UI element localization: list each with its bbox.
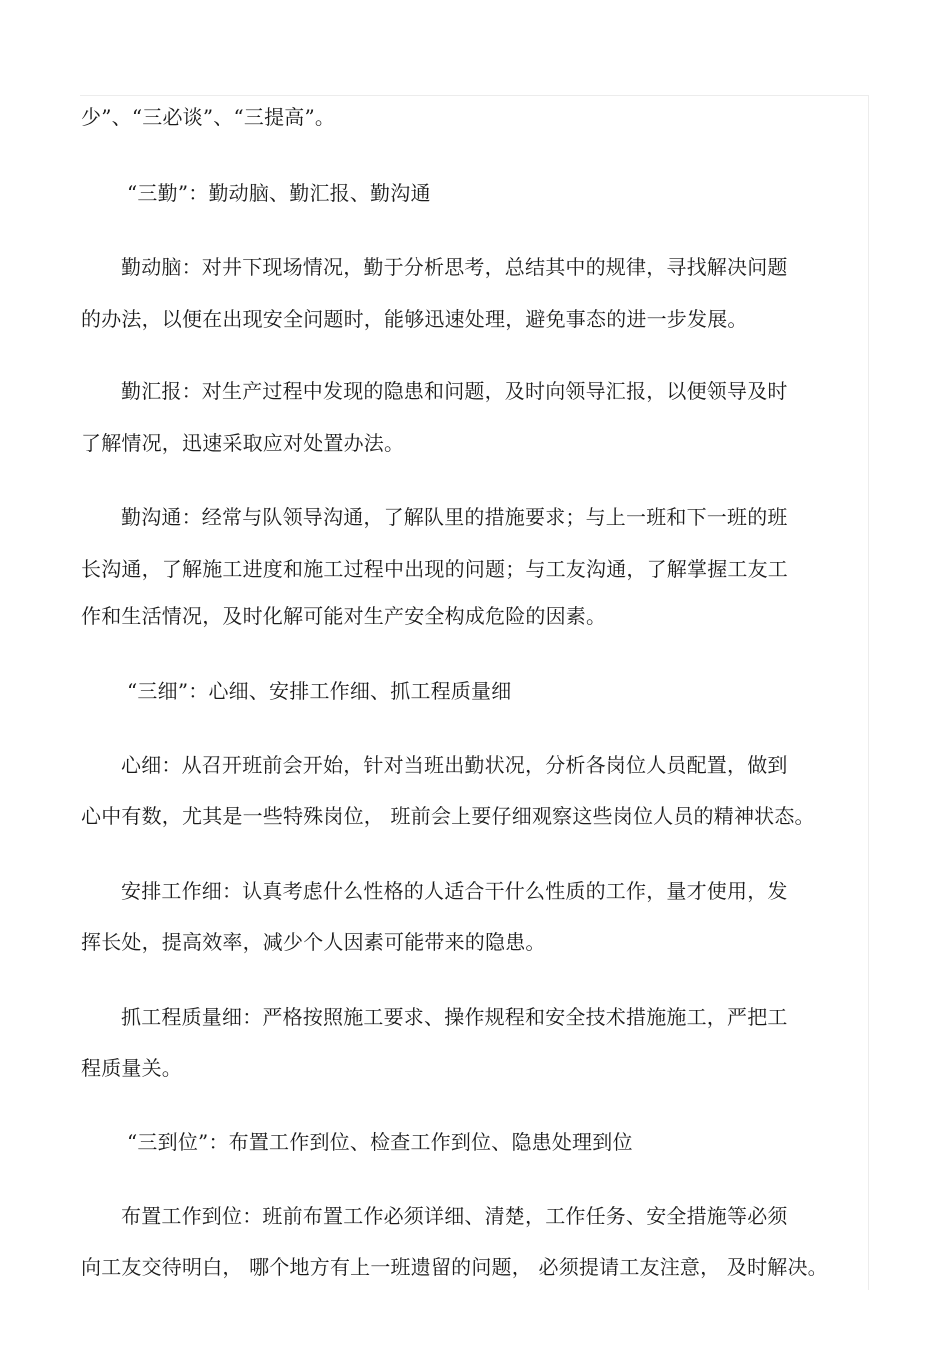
text-line: 作和生活情况，及时化解可能对生产安全构成危险的因素。 (81, 604, 607, 628)
text-line: 布置工作到位：班前布置工作必须详细、清楚，工作任务、安全措施等必须 (121, 1204, 788, 1228)
text-line: 安排工作细：认真考虑什么性格的人适合干什么性质的工作，量才使用，发 (121, 879, 788, 903)
page-border-top (80, 95, 869, 96)
text-line: 心细：从召开班前会开始，针对当班出勤状况，分析各岗位人员配置，做到 (121, 753, 788, 777)
text-line: 程质量关。 (81, 1056, 182, 1080)
text-line: 了解情况，迅速采取应对处置办法。 (81, 431, 405, 455)
text-line: 勤动脑：对井下现场情况，勤于分析思考，总结其中的规律，寻找解决问题 (121, 255, 788, 279)
text-line: 少”、“三必谈”、“三提高”。 (81, 105, 336, 129)
text-line: 勤沟通：经常与队领导沟通，了解队里的措施要求；与上一班和下一班的班 (121, 505, 788, 529)
text-line: 心中有数，尤其是一些特殊岗位， 班前会上要仔细观察这些岗位人员的精神状态。 (81, 804, 815, 828)
text-line: 挥长处，提高效率，减少个人因素可能带来的隐患。 (81, 930, 546, 954)
section-heading-san-dao-wei: “三到位”：布置工作到位、检查工作到位、隐患处理到位 (127, 1130, 633, 1154)
text-line: 的办法，以便在出现安全问题时，能够迅速处理，避免事态的进一步发展。 (81, 307, 748, 331)
section-heading-san-qin: “三勤”：勤动脑、勤汇报、勤沟通 (127, 181, 431, 205)
text-line: 向工友交待明白， 哪个地方有上一班遗留的问题， 必须提请工友注意， 及时解决。 (81, 1255, 828, 1279)
text-line: 抓工程质量细：严格按照施工要求、操作规程和安全技术措施施工，严把工 (121, 1005, 788, 1029)
text-line: 长沟通，了解施工进度和施工过程中出现的问题；与工友沟通，了解掌握工友工 (81, 557, 788, 581)
section-heading-san-xi: “三细”：心细、安排工作细、抓工程质量细 (127, 679, 512, 703)
page-border-right (868, 95, 869, 1290)
text-line: 勤汇报：对生产过程中发现的隐患和问题，及时向领导汇报，以便领导及时 (121, 379, 788, 403)
